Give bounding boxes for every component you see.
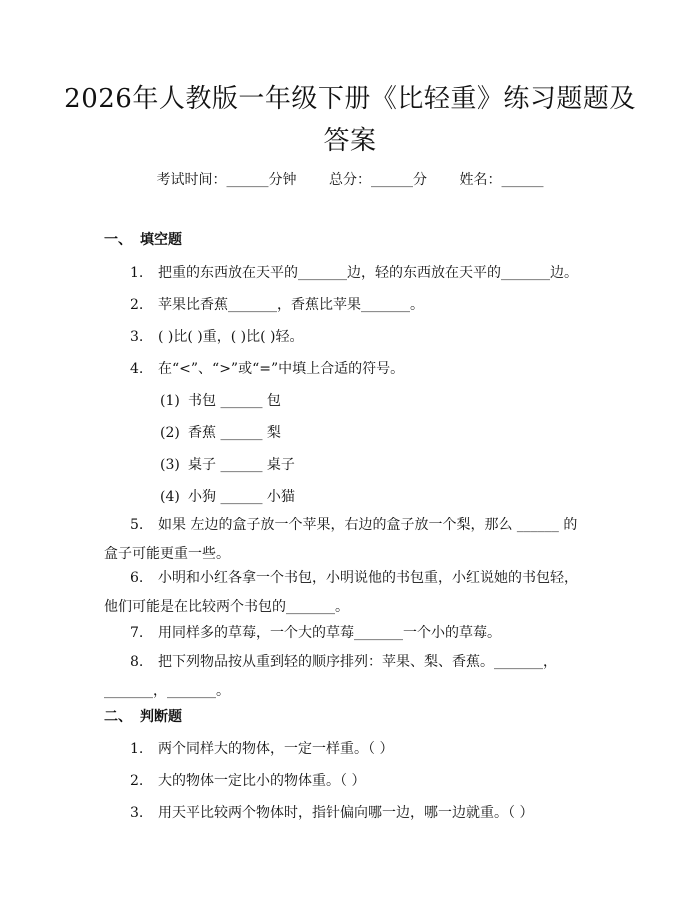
question-text: 把重的东西放在天平的_______边，轻的东西放在天平的_______边。 bbox=[158, 265, 578, 281]
exam-name: 姓名：______ bbox=[459, 172, 544, 188]
question-text: 大的物体一定比小的物体重。（ ） bbox=[158, 773, 366, 789]
question-text: 用同样多的草莓，一个大的草莓_______一个小的草莓。 bbox=[158, 625, 501, 641]
sub-question-text: 书包 ______ 包 bbox=[188, 393, 281, 409]
question-number: 2. bbox=[130, 773, 144, 789]
exam-meta bbox=[0, 169, 700, 189]
section-heading-fill bbox=[104, 229, 182, 249]
question-item bbox=[130, 802, 533, 822]
section-title: 判断题 bbox=[140, 709, 182, 725]
question-text: 小明和小红各拿一个书包，小明说他的书包重，小红说她的书包轻，他们可能是在比较两个书包的_______。 bbox=[104, 570, 578, 615]
question-item bbox=[130, 358, 404, 378]
sub-question-item bbox=[160, 486, 295, 506]
question-text: ( )比( )重，( )比( )轻。 bbox=[158, 329, 304, 345]
question-number: 5. bbox=[130, 517, 144, 533]
sub-question-number: (1) bbox=[160, 393, 180, 409]
question-item bbox=[130, 622, 501, 642]
question-number: 3. bbox=[130, 805, 144, 821]
question-number: 3. bbox=[130, 329, 144, 345]
sub-question-item bbox=[160, 454, 295, 474]
question-number: 2. bbox=[130, 297, 144, 313]
question-item bbox=[104, 511, 582, 569]
question-item bbox=[130, 294, 424, 314]
question-number: 1. bbox=[130, 265, 144, 281]
sub-question-text: 香蕉 ______ 梨 bbox=[188, 425, 281, 441]
sub-question-number: (3) bbox=[160, 457, 180, 473]
question-number: 8. bbox=[130, 654, 144, 670]
sub-question-item bbox=[160, 422, 281, 442]
sub-question-number: (2) bbox=[160, 425, 180, 441]
question-number: 4. bbox=[130, 361, 144, 377]
question-number: 1. bbox=[130, 741, 144, 757]
question-number: 6. bbox=[130, 570, 144, 586]
exam-score: 总分：______分 bbox=[329, 172, 427, 188]
section-heading-judge bbox=[104, 706, 182, 726]
question-text: 两个同样大的物体，一定一样重。（ ） bbox=[158, 741, 394, 757]
question-text: 用天平比较两个物体时，指针偏向哪一边，哪一边就重。（ ） bbox=[158, 805, 534, 821]
question-text: 把下列物品按从重到轻的顺序排列：苹果、梨、香蕉。_______，_______，_______。 bbox=[104, 654, 557, 699]
sub-question-number: (4) bbox=[160, 489, 180, 505]
question-text: 如果 左边的盒子放一个苹果，右边的盒子放一个梨，那么 ______ 的盒子可能更重一些。 bbox=[104, 517, 578, 562]
question-number: 7. bbox=[130, 625, 144, 641]
question-item bbox=[130, 770, 365, 790]
section-number: 二、 bbox=[104, 709, 132, 725]
page-title: 2026年人教版一年级下册《比轻重》练习题题及答案 bbox=[64, 84, 636, 156]
question-item bbox=[104, 564, 582, 622]
exam-time: 考试时间：______分钟 bbox=[156, 172, 297, 188]
sub-question-text: 小狗 ______ 小猫 bbox=[188, 489, 295, 505]
sub-question-text: 桌子 ______ 桌子 bbox=[188, 457, 295, 473]
section-number: 一、 bbox=[104, 232, 132, 248]
question-item bbox=[130, 262, 578, 282]
question-item bbox=[104, 648, 582, 706]
question-item bbox=[130, 738, 393, 758]
section-title: 填空题 bbox=[140, 232, 182, 248]
question-text: 苹果比香蕉_______，香蕉比苹果_______。 bbox=[158, 297, 424, 313]
question-item bbox=[130, 326, 304, 346]
sub-question-item bbox=[160, 390, 281, 410]
question-text: 在“<”、“>”或“=”中填上合适的符号。 bbox=[158, 361, 405, 377]
